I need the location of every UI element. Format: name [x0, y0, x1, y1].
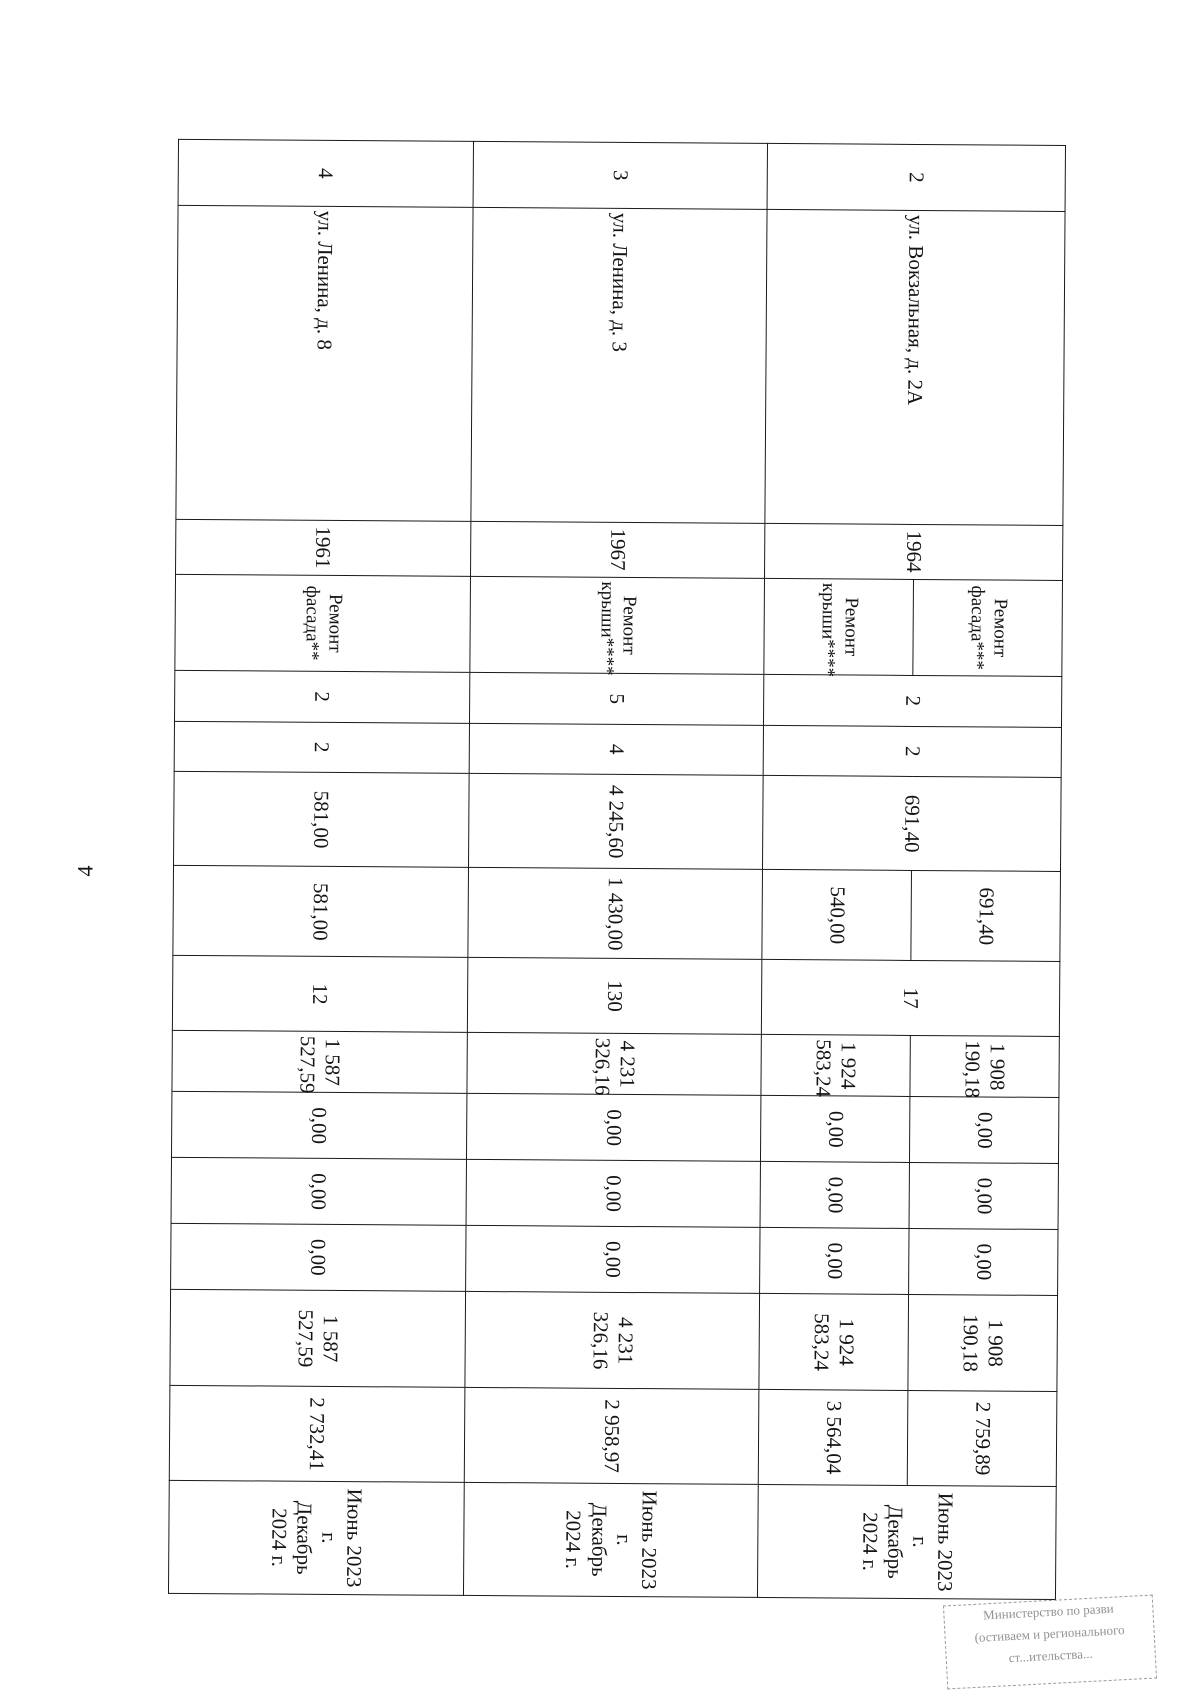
cell-cost-other: 0,00 — [465, 1225, 760, 1293]
cell-floors: 2 — [175, 670, 470, 723]
cell-row-number: 3 — [473, 141, 768, 209]
cell-total-area: 691,40 — [763, 775, 1061, 871]
cell-cost-other: 0,00 — [760, 1227, 909, 1294]
ministry-stamp — [943, 1595, 1157, 1690]
cell-repair-area: 540,00 — [762, 870, 911, 961]
table-row-house-3 — [463, 141, 768, 1597]
cell-cost-total: 4 231 326,16 — [467, 1032, 762, 1095]
cell-cost-other: 0,00 — [909, 1229, 1058, 1296]
cell-cost-other: 0,00 — [171, 1223, 466, 1291]
cell-cost-regional: 0,00 — [171, 1092, 466, 1160]
cell-address: ул. Ленина, д. 8 — [176, 205, 473, 521]
cell-limit-per-m2: 3 564,04 — [759, 1390, 908, 1485]
cell-address: ул. Вокзальная, д. 2А — [765, 209, 1065, 525]
repair-register-table — [168, 139, 1066, 1600]
cell-repair-area: 581,00 — [173, 866, 468, 958]
cell-cost-local: 0,00 — [909, 1163, 1058, 1230]
cell-residents: 12 — [172, 956, 467, 1033]
cell-entrances: 4 — [469, 723, 764, 776]
cell-cost-fund: 1 924 583,24 — [759, 1293, 908, 1391]
cell-build-year: 1967 — [470, 521, 765, 578]
cell-cost-regional: 0,00 — [761, 1096, 910, 1163]
cell-cost-fund: 1 908 190,18 — [908, 1294, 1057, 1392]
stamp-line: Министерство по разви — [982, 1600, 1115, 1623]
cell-work-type: Ремонт фасада** — [175, 574, 470, 673]
cell-limit-per-m2: 2 759,89 — [907, 1391, 1056, 1486]
cell-cost-total: 1 587 527,59 — [172, 1030, 467, 1093]
cell-limit-per-m2: 2 958,97 — [464, 1388, 759, 1484]
period-end: Декабрь 2024 г. — [857, 1504, 908, 1579]
page-number: 4 — [72, 865, 98, 877]
cell-limit-per-m2: 2 732,41 — [169, 1386, 464, 1482]
rotated-table-frame — [168, 139, 1066, 1600]
cell-cost-regional: 0,00 — [466, 1094, 761, 1162]
cell-residents: 17 — [762, 960, 1060, 1037]
cell-row-number: 2 — [767, 143, 1065, 211]
table-row-house-4 — [168, 139, 473, 1595]
cell-cost-fund: 4 231 326,16 — [465, 1291, 760, 1390]
cell-cost-fund: 1 587 527,59 — [170, 1289, 465, 1388]
cell-cost-local: 0,00 — [171, 1158, 466, 1226]
cell-period — [168, 1480, 463, 1595]
cell-entrances: 2 — [174, 721, 469, 774]
stamp-line: ст...ительства... — [1008, 1645, 1094, 1666]
cell-cost-local: 0,00 — [760, 1162, 909, 1229]
cell-work-type: Ремонт крыши**** — [764, 578, 913, 676]
cell-work-type: Ремонт крыши**** — [470, 576, 765, 675]
cell-floors: 5 — [469, 672, 764, 725]
cell-total-area: 4 245,60 — [468, 773, 763, 869]
stamp-line: (остиваем и регионального — [974, 1622, 1125, 1645]
cell-cost-local: 0,00 — [466, 1160, 761, 1228]
cell-build-year: 1964 — [765, 523, 1063, 580]
period-end: Декабрь 2024 г. — [266, 1500, 317, 1575]
cell-address: ул. Ленина, д. 3 — [471, 207, 768, 523]
cell-cost-total: 1 908 190,18 — [910, 1035, 1059, 1097]
cell-cost-regional: 0,00 — [910, 1097, 1059, 1164]
period-start: Июнь 2023 г. — [612, 1490, 662, 1590]
cell-period — [463, 1482, 758, 1597]
cell-row-number: 4 — [178, 139, 473, 207]
period-end: Декабрь 2024 г. — [561, 1502, 612, 1577]
cell-repair-area: 691,40 — [911, 871, 1060, 962]
cell-floors: 2 — [764, 675, 1062, 728]
period-start: Июнь 2023 г. — [317, 1488, 367, 1588]
cell-build-year: 1961 — [176, 519, 471, 576]
table-row-house-2 — [907, 144, 1066, 1599]
cell-cost-total: 1 924 583,24 — [761, 1034, 910, 1096]
cell-entrances: 2 — [764, 725, 1062, 778]
cell-residents: 130 — [467, 958, 762, 1035]
cell-repair-area: 1 430,00 — [468, 868, 763, 960]
cell-total-area: 581,00 — [174, 771, 469, 867]
cell-period — [758, 1484, 1056, 1599]
cell-work-type: Ремонт фасада*** — [913, 579, 1062, 677]
period-start: Июнь 2023 г. — [908, 1492, 958, 1592]
